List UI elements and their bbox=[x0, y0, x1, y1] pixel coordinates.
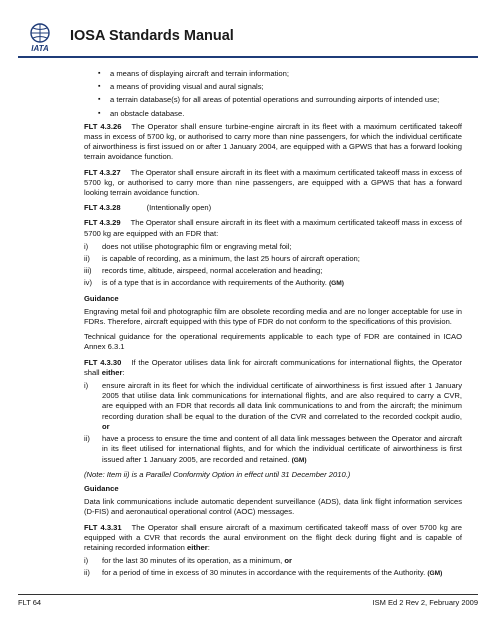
item-text: ensure aircraft in its fleet for which the individual certificate of airworthiness is first issued after 1 January 2005 that utilise data link communications for international flights, and are also required to carry a CVR, are equipped with an FDR that records all data link communications to and from the aircraft; the minimum recording duration shall be equal to the duration of the CVR and correlated to the recorded cockpit audio, bbox=[102, 381, 462, 421]
item-number: i) bbox=[84, 241, 89, 251]
item-text: have a process to ensure the time and content of all data link messages between the Operator and aircraft in its fleet utilised for international flights, and for which the individual certificate of airworthiness is first issued after 1 January 2005, are recorded and retained. bbox=[102, 434, 462, 464]
list-item bbox=[84, 556, 462, 566]
item-text: for the last 30 minutes of its operation, as a minimum, bbox=[102, 556, 283, 566]
emphasis-or: or bbox=[102, 421, 110, 431]
standard-id: FLT 4.3.27 bbox=[84, 167, 121, 177]
top-bullet-list bbox=[98, 69, 462, 119]
list-item: ▪ a means of displaying aircraft and terrain information; bbox=[98, 69, 462, 79]
svg-text:IATA: IATA bbox=[31, 44, 49, 52]
standard-id: FLT 4.3.28 bbox=[84, 203, 121, 213]
item-text: records time, altitude, airspeed, normal acceleration and heading; bbox=[102, 266, 323, 276]
item-number: ii) bbox=[84, 568, 90, 578]
flt-4-3-31-items bbox=[84, 556, 462, 579]
standard-id: FLT 4.3.31 bbox=[84, 522, 122, 532]
item-number: ii) bbox=[84, 434, 90, 444]
standard-id: FLT 4.3.29 bbox=[84, 218, 121, 228]
emphasis-either: either bbox=[187, 542, 208, 552]
guidance-paragraph: Data link communications include automatic dependent surveillance (ADS), data link flight information services (D-FIS) and aeronautical operational control (AOC) messages. bbox=[84, 497, 462, 517]
list-item: ▪ a terrain database(s) for all areas of potential operations and surrounding airports of intended use; bbox=[98, 95, 462, 105]
item-number: ii) bbox=[84, 254, 90, 264]
guidance-paragraph: Engraving metal foil and photographic film are obsolete recording media and are no longer acceptable for use in FDRs. Therefore, aircraft equipped with this type of FDR do not conform to the specifications of this provision. bbox=[84, 306, 462, 327]
standard-flt-4-3-31 bbox=[84, 523, 462, 554]
guidance-heading: Guidance bbox=[84, 483, 119, 493]
standard-text-tail: : bbox=[207, 542, 210, 552]
standard-flt-4-3-26 bbox=[84, 122, 462, 163]
footer-rule bbox=[18, 594, 478, 595]
page-number: FLT 64 bbox=[18, 598, 42, 607]
item-text: for a period of time in excess of 30 minutes in accordance with the requirements of the Authority. bbox=[102, 568, 426, 578]
emphasis-either: either bbox=[101, 367, 123, 377]
list-item: ▪ a means of providing visual and aural signals; bbox=[98, 82, 462, 92]
item-number: iii) bbox=[84, 266, 92, 276]
page-title: IOSA Standards Manual bbox=[70, 28, 234, 44]
flt-4-3-30-items bbox=[84, 381, 462, 466]
item-number: i) bbox=[84, 556, 89, 566]
standard-text: If the Operator utilises data link for aircraft communications for international flights, the Operator shall bbox=[84, 357, 462, 377]
standard-flt-4-3-28 bbox=[84, 203, 462, 213]
standard-flt-4-3-29 bbox=[84, 218, 462, 238]
guidance-heading: Guidance bbox=[84, 293, 119, 303]
list-item bbox=[84, 278, 462, 289]
list-item bbox=[84, 434, 462, 466]
header-rule bbox=[18, 56, 478, 58]
standard-flt-4-3-27 bbox=[84, 168, 462, 199]
emphasis-or: or bbox=[284, 556, 292, 566]
list-item bbox=[84, 254, 462, 264]
standard-text: The Operator shall ensure aircraft in its fleet with a maximum certificated takeoff mass in excess of 5700 kg are equipped with an FDR that: bbox=[84, 218, 463, 238]
standard-text: (Intentionally open) bbox=[146, 203, 212, 213]
iata-logo bbox=[18, 22, 62, 52]
item-number: i) bbox=[84, 381, 89, 391]
gm-reference: (GM) bbox=[328, 280, 344, 288]
guidance-paragraph: Technical guidance for the operational requirements applicable to each type of FDR are contained in ICAO Annex 6.3.1 bbox=[84, 332, 462, 352]
gm-reference: (GM) bbox=[427, 570, 443, 578]
standard-text: The Operator shall ensure aircraft of a maximum certificated takeoff mass of over 5700 kg are equipped with a CVR that records the aural environment on the flight deck during flight and is capable of retaining recorded information bbox=[84, 522, 462, 552]
standard-id: FLT 4.3.30 bbox=[84, 357, 122, 367]
page-header bbox=[18, 18, 478, 56]
item-number: iv) bbox=[84, 278, 93, 288]
standard-text: The Operator shall ensure aircraft in its fleet with a maximum certificated takeoff mass in excess of 5700 kg, or authorised to carry more than nine passengers, are equipped with a GPWS that has a forward looking terrain avoidance function. bbox=[84, 167, 463, 198]
flt-4-3-29-items bbox=[84, 242, 462, 290]
list-item bbox=[84, 266, 462, 276]
list-item bbox=[84, 242, 462, 252]
item-text: is of a type that is in accordance with requirements of the Authority. bbox=[102, 278, 327, 288]
standard-id: FLT 4.3.26 bbox=[84, 121, 122, 131]
list-item bbox=[84, 568, 462, 579]
item-text: does not utilise photographic film or engraving metal foil; bbox=[102, 241, 292, 251]
standard-flt-4-3-30 bbox=[84, 358, 462, 378]
list-item bbox=[84, 381, 462, 432]
gm-reference: (GM) bbox=[291, 456, 307, 464]
item-text: is capable of recording, as a minimum, the last 25 hours of aircraft operation; bbox=[102, 254, 360, 264]
standard-text: The Operator shall ensure turbine-engine aircraft in its fleet with a maximum certificated takeoff mass in excess of 5700 kg, or authorised to carry more than nine passengers, for which the individual certificate of airworthiness is first issued on or after 1 January 2004, are equipped with a GPWS that has a forward looking terrain avoidance function. bbox=[84, 121, 462, 162]
standard-text-tail: : bbox=[122, 367, 125, 377]
document-body bbox=[84, 69, 462, 584]
edition-info: ISM Ed 2 Rev 2, February 2009 bbox=[372, 598, 478, 607]
parallel-conformity-note: (Note: Item ii) is a Parallel Conformity Option in effect until 31 December 2010.) bbox=[84, 469, 351, 479]
list-item: ▪ an obstacle database. bbox=[98, 109, 462, 119]
